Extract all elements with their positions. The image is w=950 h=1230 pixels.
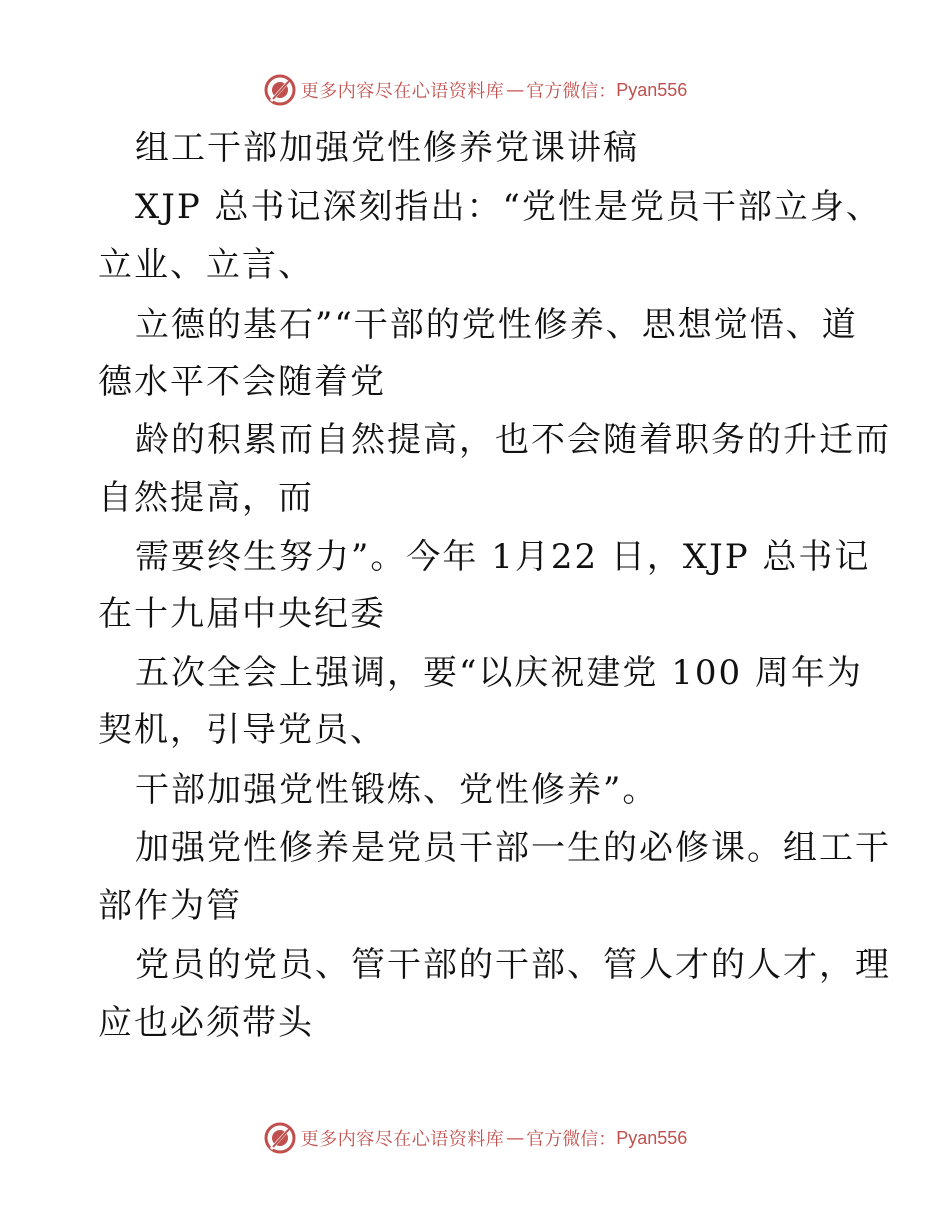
watermark-separator: — (506, 1127, 525, 1149)
body-line: 应也必须带头 (98, 1003, 314, 1043)
pen-seal-icon (263, 1121, 297, 1155)
watermark-wechat-id: Pyan556 (616, 1127, 688, 1148)
body-line: 立业、立言、 (98, 245, 314, 285)
body-line: 部作为管 (98, 886, 242, 926)
body-line: 加强党性修养是党员干部一生的必修课。组工干 (135, 828, 891, 868)
body-line: 干部加强党性锻炼、党性修养”。 (135, 770, 659, 810)
body-line: 需要终生努力”。今年 1月22 日，XJP 总书记 (135, 537, 871, 577)
body-line: XJP 总书记深刻指出：“党性是党员干部立身、 (135, 187, 882, 227)
watermark-text: 更多内容尽在心语资料库 (300, 1129, 505, 1150)
body-line: 五次全会上强调，要“以庆祝建党 100 周年为 (135, 653, 863, 693)
watermark-wechat-id: Pyan556 (616, 79, 688, 100)
watermark-text: 更多内容尽在心语资料库 (300, 81, 505, 102)
watermark-label: 官方微信： (526, 81, 617, 102)
body-line: 自然提高，而 (98, 478, 314, 518)
body-line: 在十九届中央纪委 (98, 594, 386, 634)
body-line: 立德的基石”“干部的党性修养、思想觉悟、道 (135, 305, 858, 345)
footer-watermark (0, 1118, 950, 1158)
watermark-label: 官方微信： (526, 1129, 617, 1150)
document-title: 组工干部加强党性修养党课讲稿 (135, 128, 639, 168)
body-line: 德水平不会随着党 (98, 362, 386, 402)
body-line: 契机，引导党员、 (98, 710, 386, 750)
body-line: 党员的党员、管干部的干部、管人才的人才，理 (135, 945, 891, 985)
body-line: 龄的积累而自然提高，也不会随着职务的升迁而 (135, 420, 891, 460)
watermark-separator: — (506, 79, 525, 101)
